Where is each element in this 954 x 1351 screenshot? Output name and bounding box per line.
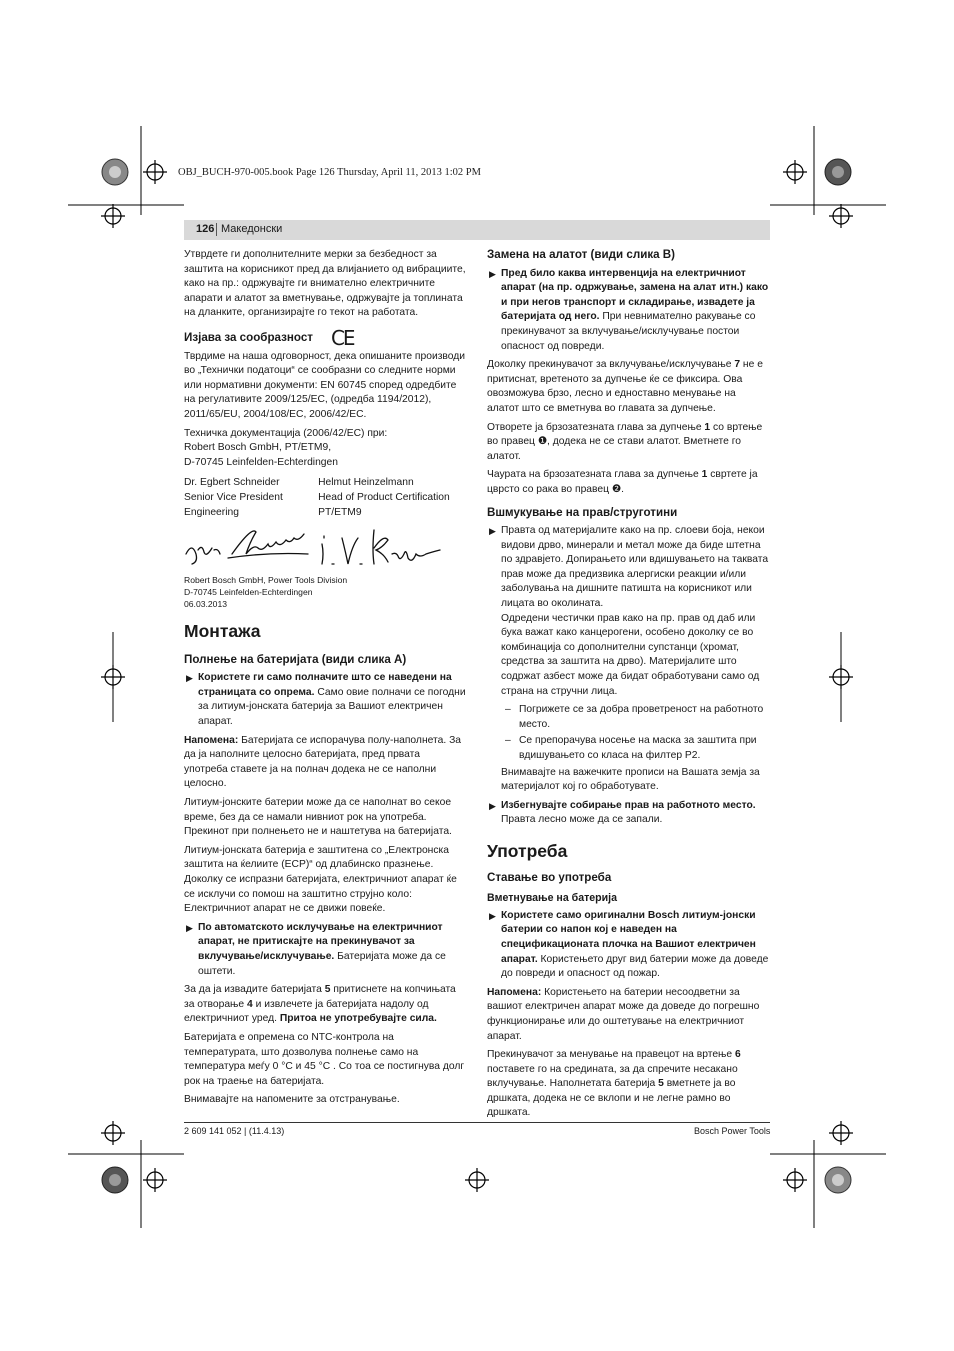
dust-heading: Вшмукување на прав/струготини	[487, 505, 678, 519]
tool-change-bullet: ▶ Пред било каква интервенција на електричниот апарат (на пр. одржување, замена на алат итн.) како и при негов транспорт и складирање, извадете ја батеријата од него. При невнимателно ракување со прекинувачот за вклучување/исклучување постои опасност од повреди.	[489, 267, 769, 352]
insert-battery-heading: Вметнување на батерија	[487, 892, 617, 905]
startup-heading: Ставање во употреба	[487, 870, 612, 884]
note2-paragraph: Напомена: Користењето на батерии несоодветни за вашиот електричен апарат може да доведе до погрешно функционирање или до оштетување на електричниот апарат.	[487, 986, 760, 1042]
print-info: OBJ_BUCH-970-005.book Page 126 Thursday, April 11, 2013 1:02 PM	[178, 167, 481, 178]
dust-bullet: ▶ Правта од материјалите како на пр. слоеви боја, некои видови дрво, минерали и метал може да биде штетна по здравјето. Допирањето или вдишувањето на таквата прав може да предизвика алергиски реакции и/или заболувања на дишните патишта на корисникот или лицата во околината. Одредени честички прав како на пр. прав од даб или бука важат како канцерогени, особено доколку се во комбинација со дополнителни супстанци (хромат, средства за заштита на дрво). Материјалите што содржат азбест може да бидат обработувани само од страна на стручни лица.	[489, 525, 769, 697]
ntc-paragraph: Батеријата е опремена со NTC-контрола на температурата, што дозволува полнење само на температура меѓу 0 °C и 45 °C . Со тоа се постигнува долг рок на траење на батеријата.	[184, 1031, 465, 1087]
spindle-paragraph: Доколку прекинувачот за вклучување/исклучување 7 не е притиснат, вретеното за дупчење ќе се фиксира. Ова овозможува брзо, лесно и едноставно менување на алатот што се вметнува во главата за дупчење.	[487, 359, 763, 414]
disposal-paragraph: Внимавајте на напомените за отстранување.	[184, 1094, 400, 1106]
open-chuck-paragraph: Отворете ја брзозатезната глава за дупчење 1 со вртење во правец ❶, додека не се стави алатот. Вметнете го алатот.	[487, 421, 763, 462]
footer-brand: Bosch Power Tools	[694, 1126, 771, 1136]
signatory-2: Helmut Heinzelmann Head of Product Certification PT/ETM9	[318, 477, 450, 518]
regulations-paragraph: Внимавајте на важечките прописи на Вашата земја за материјалот кој го обработувате.	[501, 766, 760, 793]
conformity-heading: Изјава за сообразност CE	[184, 325, 354, 350]
liion-paragraph-2: Литиум-јонската батерија е заштитена со „Електронска заштита на ќелиите (ECP)“ од длабинско празнење. Доколку се испразни батеријата, електричниот апарат ќе се исклучи со помош на заштитно струјно коло: Електричниот апарат не се движи повеќе.	[184, 844, 457, 915]
charging-heading: Полнење на батеријата (види слика A)	[184, 652, 407, 666]
close-chuck-paragraph: Чаурата на брзозатезната глава за дупчење 1 свртете ја цврсто со рака во правец ❷.	[487, 469, 758, 495]
charging-bullet: ▶ Користете ги само полначите што се наведени на страницата со опрема. Само овие полначи се погодни за литиум-јонската батерија за Вашиот електричен апарат.	[186, 672, 466, 728]
left-column	[184, 248, 466, 1112]
right-column	[487, 248, 770, 1125]
page-number: 126	[196, 223, 215, 235]
section-upotreba: Употреба	[487, 840, 568, 861]
bullet-arrow-icon: ▶	[489, 800, 496, 811]
bullet-arrow-icon: ▶	[489, 268, 496, 279]
intro-paragraph: Утврдете ги дополнителните мерки за безбедност за заштита на корисникот пред да влијанието од вибрациите, како на пр.: одржувајте ги внимателно електричните апарати и алатот за вметнување, одржувајте ја топлината на дланките, организирајте го текот на работата.	[184, 249, 466, 319]
note-paragraph: Напомена: Батеријата се испорачува полу-наполнета. За да ја наполните целосно батеријата, пред првата употреба ставете ја на полнач додека не се наполни целосно.	[184, 734, 462, 790]
bullet-arrow-icon: ▶	[489, 526, 496, 537]
switch-paragraph: Прекинувачот за менување на правецот на вртење 6 поставете го на средината, за да спречите несакано вклучување. Наполнетата батерија 5 вметнете ја во дршката, додека не се вклопи и не легне рамно во дршката.	[487, 1049, 741, 1119]
original-battery-bullet: ▶ Користете само оригинални Bosch литиум-јонски батерии со напон кој е наведен на спецификационата плочка на Вашиот електричен апарат. Користењето друг вид батерии може да доведе до повреди и опасност од пожар.	[489, 909, 769, 980]
dash-item-mask: – Се препорачува носење на маска за заштита при вдишувањето со класа на филтер P2.	[505, 735, 757, 761]
footer-doc-number: 2 609 141 052 | (11.4.13)	[184, 1126, 285, 1136]
tool-change-heading: Замена на алатот (види слика B)	[487, 248, 676, 261]
header-divider	[216, 223, 217, 236]
bullet-arrow-icon: ▶	[186, 673, 193, 684]
signatories	[184, 476, 466, 520]
handwritten-signatures	[184, 524, 466, 572]
page-header	[184, 220, 770, 240]
tech-doc: Техничка документација (2006/42/EC) при: Robert Bosch GmbH, PT/ETM9, D-70745 Leinfelden-Echterdingen	[184, 427, 388, 468]
ce-mark: CE	[330, 325, 354, 350]
signatory-1: Dr. Egbert Schneider Senior Vice President Engineering	[184, 477, 283, 518]
bullet-arrow-icon: ▶	[489, 910, 496, 921]
section-montaza: Монтажа	[184, 621, 261, 642]
signature-address: Robert Bosch GmbH, Power Tools Division D-70745 Leinfelden-Echterdingen 06.03.2013	[184, 575, 348, 610]
footer-rule	[184, 1122, 770, 1123]
conformity-text: Тврдиме на наша одговорност, дека опишаните производи во „Технички податоци“ се сообразни со следните норми или нормативни документи: EN 60745 според одредбите на регулативите 2009/125/EC, (одредба 1194/2012), 2011/65/EU, 2004/108/EC, 2006/42/EC.	[184, 350, 466, 420]
dash-item-ventilation: – Погрижете се за добра проветреност на работното место.	[505, 704, 764, 730]
liion-paragraph-1: Литиум-јонските батерии може да се наполнат во секое време, без да се намали нивниот рок на употреба. Прекинот при полнењето не и наштетува на батеријата.	[184, 797, 452, 838]
avoid-dust-bullet: ▶ Избегнувајте собирање прав на работното место. Правта лесно може да се запали.	[489, 799, 756, 826]
header-language: Македонски	[221, 223, 283, 235]
auto-off-bullet: ▶ По автоматското исклучување на електричниот апарат, не притискајте на прекинувачот за вклучување/исклучување. Батеријата може да се оштети.	[186, 921, 446, 977]
remove-battery-paragraph: За да ја извадите батеријата 5 притиснете на копчињата за отворање 4 и извлечете ја батеријата надолу од електричниот уред. Притоа не употребувајте сила.	[184, 984, 456, 1025]
bullet-arrow-icon: ▶	[186, 922, 193, 933]
